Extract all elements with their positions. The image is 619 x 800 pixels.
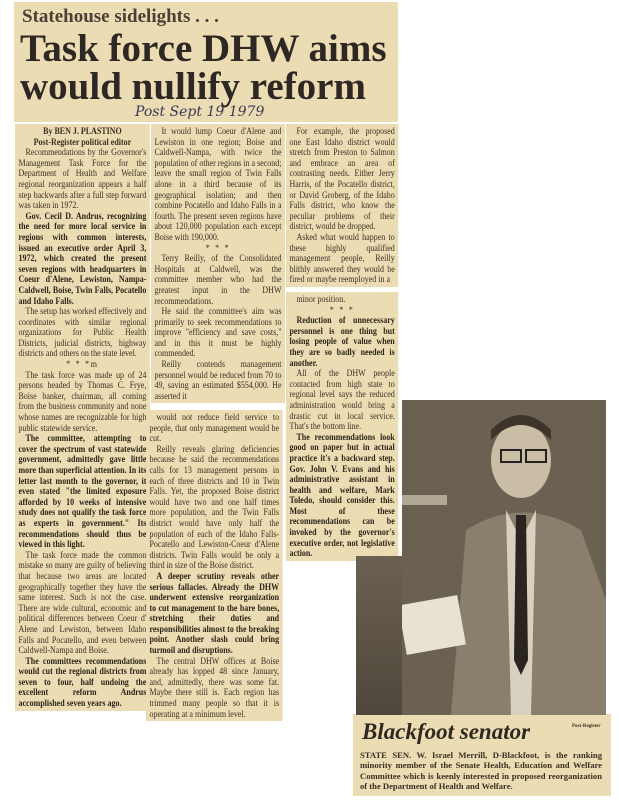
paragraph: Gov. Cecil D. Andrus, recognizing the need for more local service in regions with common interests, issued an executive order April 3, 1972, which created the present seven regions with headquarters in Coeur d'Alene, Lewiston, Nampa-Caldwell, Boise, Twin Falls, Pocatello and Idaho Falls. <box>18 210 147 306</box>
paragraph: minor position. <box>296 294 346 304</box>
senator-photo-left-edge <box>356 556 402 715</box>
paragraph: The committee, attempting to cover the spectrum of vast statewide government, admittedly gave little more than superficial attention. In its letter last month to the governor, it even stated "the limited exposure afforded by 10 weeks of intensive study does not qualify the task force as experts in government." Its recommendations should thus be viewed in this light. <box>18 433 147 550</box>
paragraph: Recommendations by the Governor's Management Task Force for the Department of Health and Welfare regional reorganization appears a half step backwards after a full step forward was taken in 1972. <box>18 147 147 211</box>
paragraph: The recommendations look good on paper but in actual practice it's a backward step. Gov. John V. Evans and his administrative assistant in health and welfare, Mark Toledo, should consider this. Most of these recommendations can be invoked by the governor's executive order, not legislative action. <box>289 431 395 559</box>
paragraph: Reilly reveals glaring deficiencies because he said the recommendations calls for 13 management persons in each of three districts and 10 in Twin Falls. Yet, the proposed Boise district would have two and one half times more population, and the Twin Falls district would have only half the population of each of the Idaho Falls-Pocatello and Lewiston-Coeur d'Alene districts. Twin Falls would be only a third in size of the Boise district. <box>149 443 280 571</box>
paragraph: Terry Reilly, of the Consolidated Hospitals at Caldwell, was the committee member who had the greatest input in the DHW recommendations. <box>154 253 282 306</box>
senator-figure <box>402 400 606 715</box>
paragraph: Reduction of unnecessary personnel is one thing but losing people of value when they are so badly needed is another. <box>289 315 395 368</box>
paragraph: The setup has worked effectively and coordinates with similar regional organizations for Public Health Districts, judicial districts, highway districts and others on the state level. <box>18 306 147 359</box>
photo-credit: Post-Register <box>572 724 601 729</box>
photo-caption: STATE SEN. W. Israel Merrill, D-Blackfoot, is the ranking minority member of the Senate Health, Education and Welfare Committee which is keenly interested in proposed reorganization of the Department of Health and Welfare. <box>360 750 602 791</box>
column-2-bottom <box>146 410 283 721</box>
paragraph: For example, the proposed one East Idaho district would stretch from Preston to Salmon and embrace an area of contrasting needs. Either Jerry Harris, of the Pocatello district, or David Groberg, of the Idaho Falls district, who know the peculiar problems of their district, would be dropped. <box>289 126 395 232</box>
handwritten-date: Post Sept 19 1979 <box>135 104 265 120</box>
paragraph: A deeper scrutiny reveals other serious fallacies. Already the DHW underwent extensive reorganization to cut management to the bare bones, stretching their duties and responsibilities almost to the breaking point. Another slash could bring turmoil and disruptions. <box>149 570 280 656</box>
paragraph: The committees recommendations would cut the regional districts from seven to four, half undoing the excellent reform Andrus accomplished seven years ago. <box>18 655 147 709</box>
byline: By BEN J. PLASTINO <box>43 126 122 136</box>
byline-title: Post-Register political editor <box>33 136 132 147</box>
kicker: Statehouse sidelights . . . <box>22 6 219 27</box>
separator: * * *m <box>66 359 99 370</box>
paragraph: Reilly contends management personnel would be reduced from 70 to 49, saving an estimated $554,000. He asserted it <box>154 359 282 401</box>
paragraph: The central DHW offices at Boise already has lopped 48 since January, and, admittedly, there was some fat. Maybe there still is. Each region has trimmed many people so that it is operating at a minimum level. <box>149 655 280 719</box>
paragraph: Asked what would happen to these highly qualified management people, Reilly blithly answered they would be fired or maybe reemployed in a <box>289 231 395 285</box>
column-2-top <box>151 124 285 403</box>
paragraph: The task force was made up of 24 persons headed by Thomas C. Frye, Boise banker, chairman, all coming from the business community and none whose names are recognizable for high public statewide service. <box>18 369 147 433</box>
separator: * * * <box>205 242 231 253</box>
paragraph: would not reduce field service to people, that only management would be cut. <box>149 412 280 444</box>
senator-photo <box>402 400 606 715</box>
paragraph: The task force made the common mistake so many are guilty of believing that because two areas are located geographically together they have the same interest. Such is not the case. There are wide cultural, economic and political differences between Coeur d' Alene and Lewiston, between Idaho Falls and Pocatello, and even between Caldwell-Nampa and Boise. <box>18 549 147 656</box>
paragraph: All of the DHW people contacted from high state to regional level says the reduced administration would bring a drastic cut in local service. That's the bottom line. <box>289 368 395 432</box>
paragraph: He said the committee's aim was primarily to seek recommendations to improve "efficiency and save costs," and in this it must be highly commended. <box>154 306 282 359</box>
photo-title: Blackfoot senator <box>362 719 531 744</box>
headline: Task force DHW aims would nullify reform <box>20 27 387 108</box>
paragraph: It would lump Coeur d'Alene and Lewiston in one region; Boise and Caldwell-Nampa, with twice the population of other regions in a second; leave the small region of Twin Falls alone in a third because of its geographical isolation; and then combine Pocatello and Idaho Falls in a fourth. The present seven regions have about 120,000 population each except Boise with 190,000. <box>154 126 282 242</box>
column-3-bottom <box>286 292 398 561</box>
column-1 <box>15 124 150 711</box>
column-3-top <box>286 124 398 287</box>
separator: * * * <box>329 304 355 315</box>
